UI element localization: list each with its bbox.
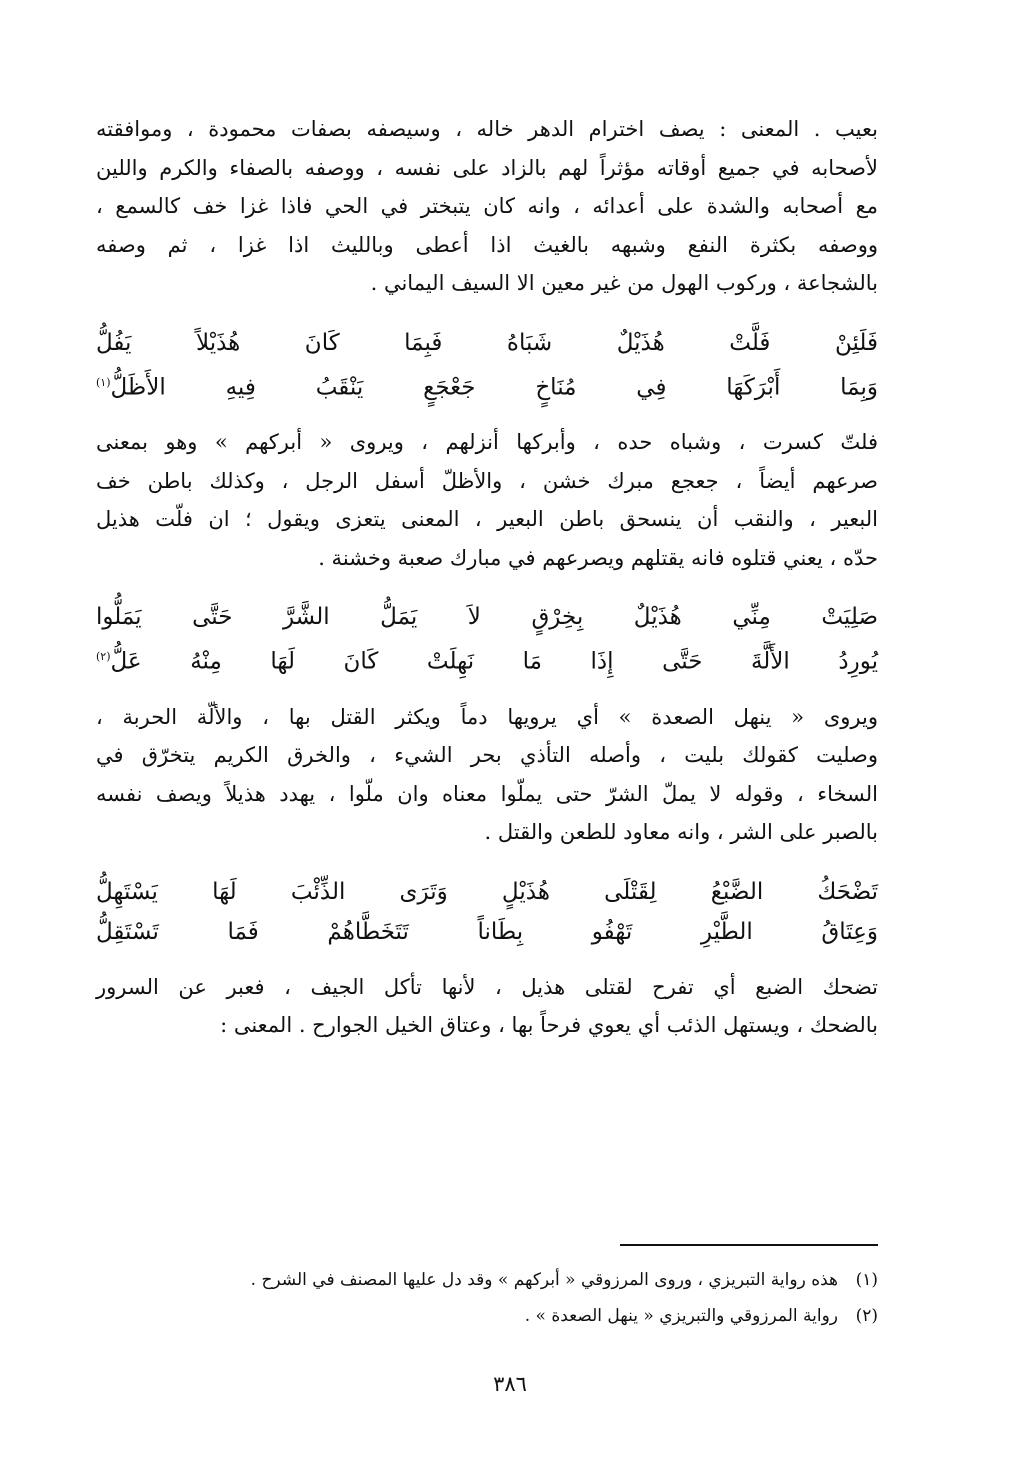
text-line: البعير ، والنقب أن ينسحق باطن البعير ، المعنى يتعزى ويقول ؛ ان فلّت هذيل: [96, 507, 878, 532]
text-line: صرعهم أيضاً ، جعجع مبرك خشن ، والأظلّ أسفل الرجل ، وكذلك باطن خف: [96, 468, 878, 493]
commentary-paragraph-1: [96, 110, 878, 303]
footnote-2: [96, 1298, 878, 1334]
footnote-marker: (١): [96, 375, 111, 389]
text-line: فلتّ كسرت ، وشباه حده ، وأبركها أنزلهم ، ويروى « أبركهم » وهو بمعنى: [96, 430, 878, 455]
footnote-1: [96, 1262, 878, 1298]
text-line: بالشجاعة ، وركوب الهول من غير معين الا السيف اليماني .: [370, 271, 878, 295]
footnote-text: هذه رواية التبريزي ، وروى المرزوقي « أبركهم » وقد دل عليها المصنف في الشرح .: [250, 1270, 838, 1290]
text-line: تضحك الضبع أي تفرح لقتلى هذيل ، لأنها تأكل الجيف ، فعبر عن السرور: [96, 974, 878, 999]
footnote-separator: [620, 1244, 878, 1246]
footnote-text: رواية المرزوقي والتبريزي « ينهل الصعدة » .: [524, 1306, 838, 1326]
text-line: مع أصحابه والشدة على أعدائه ، وانه كان يتبختر في الحي فاذا غزا خف كالسمع ،: [96, 194, 878, 218]
page-number: ٣٨٦: [493, 1372, 527, 1396]
verse-hemistich-first: تَضْحَكُ الضَّبْعُ لِقَتْلَى هُذَيْلٍ وَتَرَى الذِّئْبَ لَهَا يَسْتَهِلُّ: [96, 878, 878, 905]
commentary-paragraph-4: [96, 968, 878, 1045]
footnote-number: (١): [855, 1270, 878, 1290]
text-line: بالضحك ، ويستهل الذئب أي يعوي فرحاً بها ، وعتاق الخيل الجوارح . المعنى :: [220, 1013, 878, 1038]
footnote-marker: (٢): [96, 650, 111, 664]
poem-verse-3: [96, 872, 878, 952]
verse-text: يُورِدُ الأَلَّةَ حَتَّى إِذَا مَا نَهِلَتْ كَانَ لَهَا مِنْهُ عَلُّ: [110, 648, 878, 675]
poem-verse-2: [96, 597, 878, 682]
verse-hemistich-second: [96, 363, 878, 408]
commentary-paragraph-2: [96, 423, 878, 577]
verse-hemistich-second: وَعِتَاقُ الطَّيْرِ تَهْفُو بِطَاناً تَتَخَطَّاهُمْ فَمَا تَسْتَقِلُّ: [96, 918, 878, 945]
text-line: ووصفه بكثرة النفع وشبهه بالغيث اذا أعطى وبالليث اذا غزا ، ثم وصفه: [96, 232, 878, 257]
verse-hemistich-first: فَلَئِنْ فَلَّتْ هُذَيْلٌ شَبَاهُ فَبِمَا كَانَ هُذَيْلاً يَفُلُّ: [96, 329, 878, 356]
text-line: ويروى « ينهل الصعدة » أي يرويها دماً ويكثر القتل بها ، والألّة الحربة ،: [96, 704, 878, 729]
footnotes: [96, 1262, 878, 1334]
verse-text: وَبِمَا أَبْرَكَهَا فِي مُنَاخٍ جَعْجَعٍ يَنْقَبُ فِيهِ الأَظَلُّ: [110, 374, 878, 401]
text-line: السخاء ، وقوله لا يملّ الشرّ حتى يملّوا معناه وان ملّوا ، يهدد هذيلاً ويصف نفسه: [96, 781, 878, 806]
text-line: وصليت كقولك بليت ، وأصله التأذي بحر الشيء ، والخرق الكريم يتخرّق في: [96, 743, 878, 768]
commentary-paragraph-3: [96, 698, 878, 852]
text-line: حدّه ، يعني قتلوه فانه يقتلهم ويصرعهم في مبارك صعبة وخشنة .: [318, 545, 878, 570]
text-line: بعيب . المعنى : يصف اخترام الدهر خاله ، وسيصفه بصفات محمودة ، وموافقته: [96, 117, 878, 141]
text-line: بالصبر على الشر ، وانه معاود للطعن والقتل .: [484, 820, 878, 845]
verse-hemistich-second: [96, 637, 878, 682]
verse-hemistich-first: صَلِيَتْ مِنِّي هُذَيْلٌ بِخِرْقٍ لاَ يَمَلُّ الشَّرَّ حَتَّى يَمَلُّوا: [96, 604, 878, 631]
footnote-number: (٢): [855, 1306, 878, 1326]
page-body: [96, 110, 878, 1045]
text-line: لأصحابه في جميع أوقاته مؤثراً لهم بالزاد على نفسه ، ووصفه بالصفاء والكرم واللين: [96, 155, 878, 180]
poem-verse-1: [96, 323, 878, 408]
